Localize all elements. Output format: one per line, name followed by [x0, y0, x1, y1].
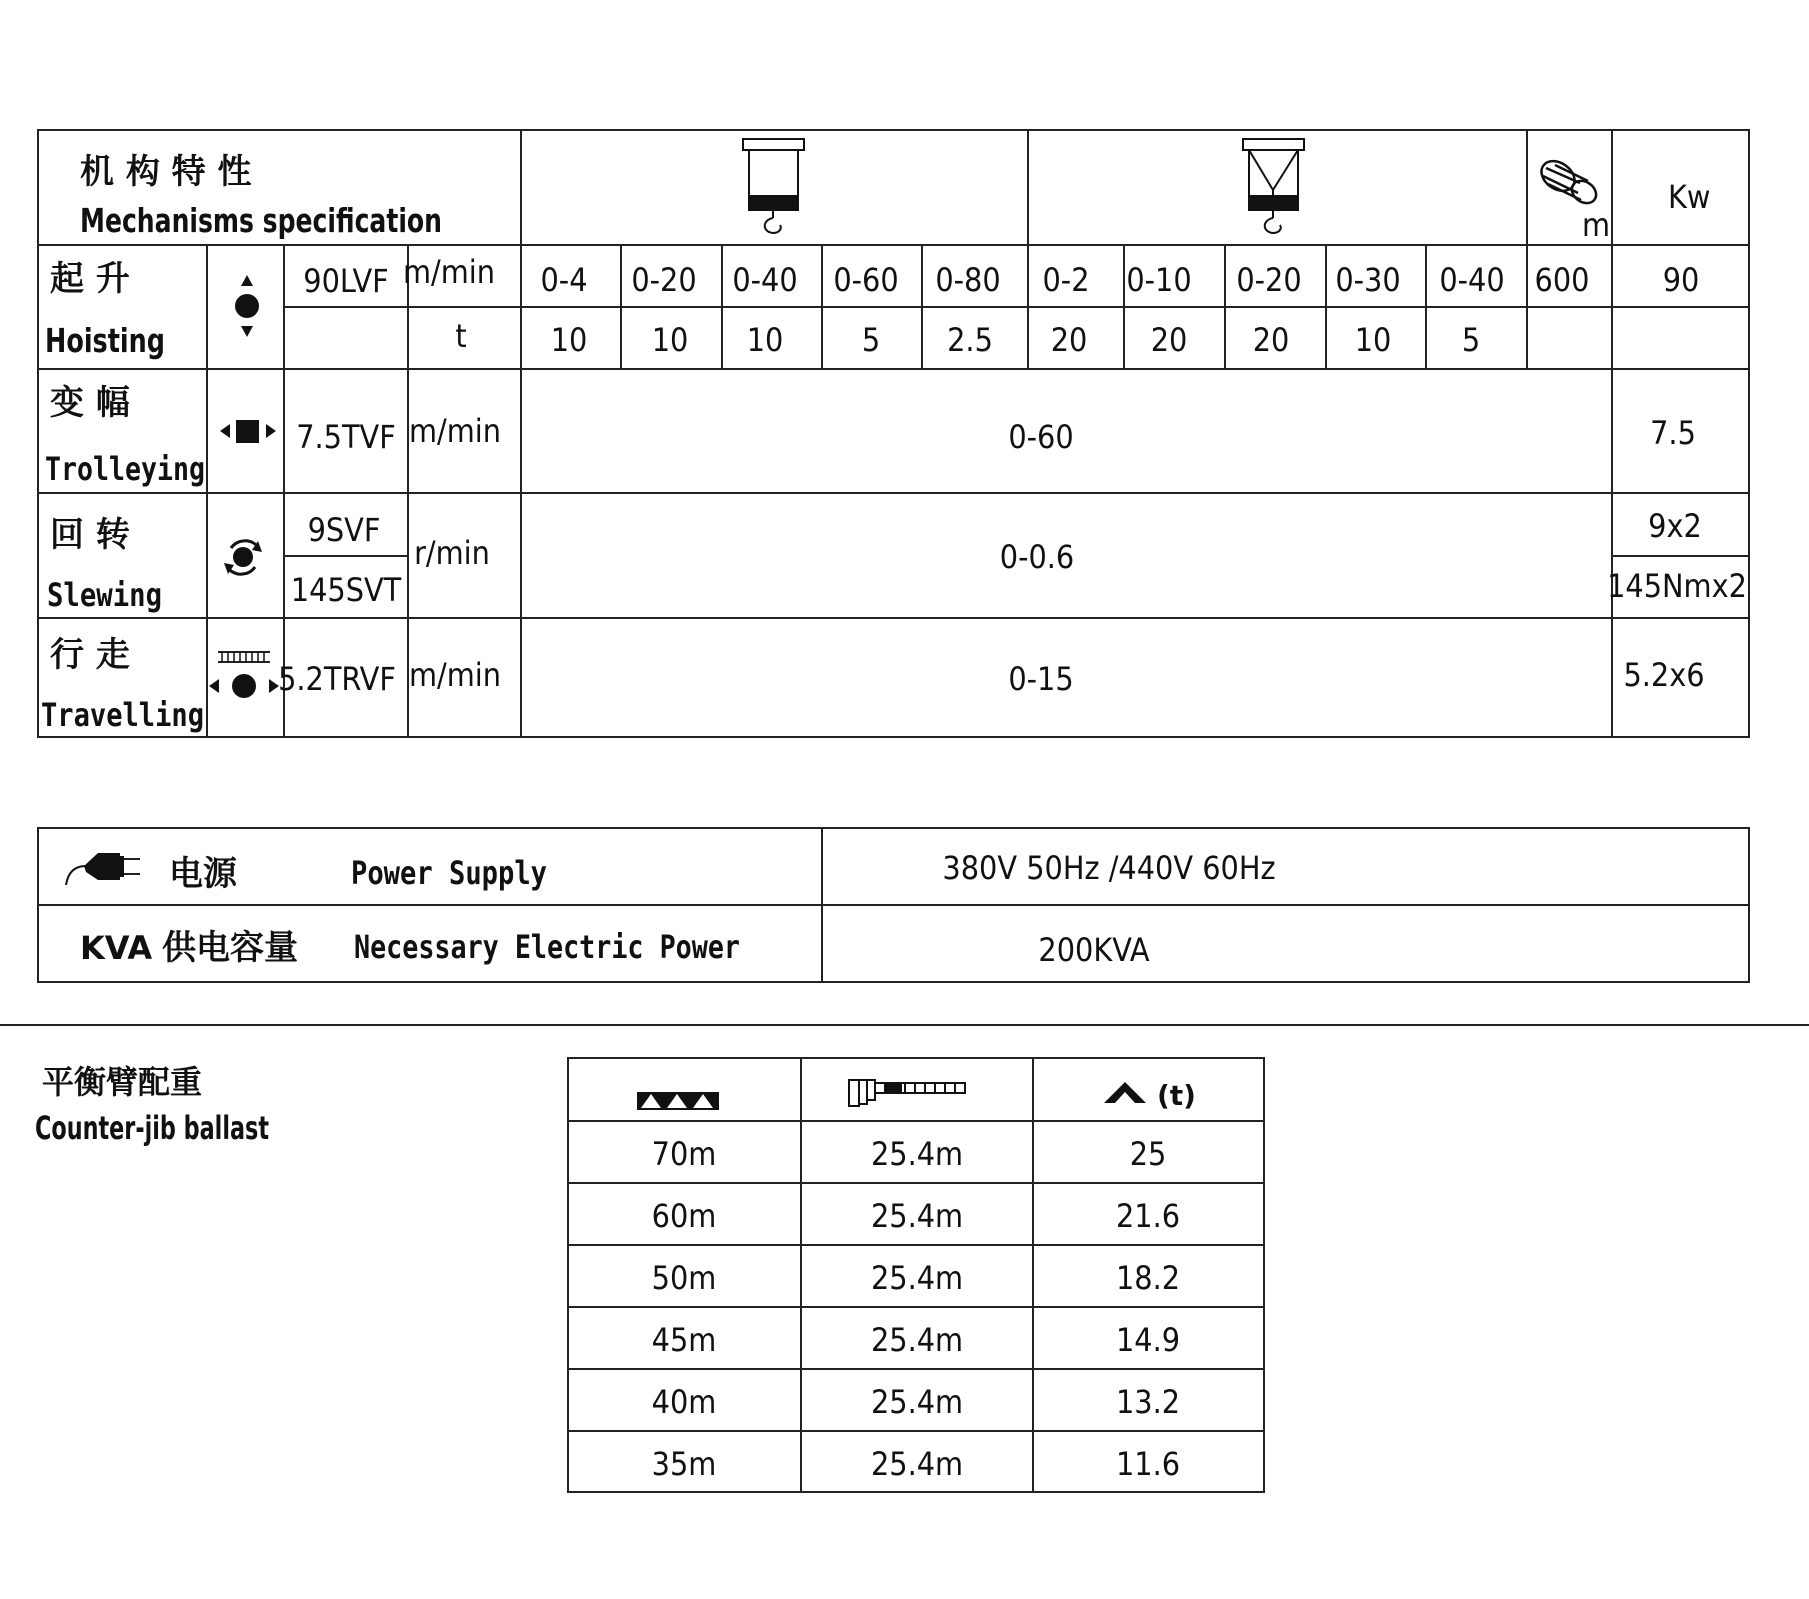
rope-length-unit: m — [1582, 206, 1611, 244]
ballast-counter-jib-length: 25.4m — [870, 1383, 964, 1421]
slewing-model-1: 9SVF — [307, 511, 381, 549]
ballast-counter-jib-length: 25.4m — [870, 1259, 964, 1297]
ballast-row — [652, 1197, 1180, 1235]
trolley-direction-icon — [220, 420, 276, 443]
hoisting-load: 10 — [1354, 321, 1392, 359]
travelling-row — [41, 635, 1705, 734]
hoisting-speed: 0-30 — [1335, 261, 1401, 299]
hoisting-speed-unit: m/min — [402, 253, 496, 291]
hoisting-speed: 0-4 — [540, 261, 588, 299]
hoisting-power: 90 — [1662, 261, 1700, 299]
trolleying-row — [45, 383, 1696, 488]
hoisting-speed: 0-80 — [935, 261, 1001, 299]
hoisting-load: 10 — [651, 321, 689, 359]
travelling-power: 5.2x6 — [1623, 656, 1705, 694]
ballast-section — [35, 1058, 1264, 1492]
ballast-counter-jib-length: 25.4m — [870, 1197, 964, 1235]
ballast-weight: 25 — [1129, 1135, 1167, 1173]
slewing-row — [47, 507, 1747, 614]
hoisting-rope-length: 600 — [1534, 261, 1590, 299]
ballast-weight-icon — [1104, 1082, 1146, 1103]
trolleying-power: 7.5 — [1650, 414, 1696, 452]
hoisting-speed: 0-10 — [1126, 261, 1192, 299]
travelling-name-cn: 行 走 — [50, 635, 130, 675]
hoisting-load: 5 — [1461, 321, 1481, 359]
slewing-name-en: Slewing — [47, 576, 162, 614]
ballast-jib-length: 40m — [651, 1383, 717, 1421]
trolleying-name-cn: 变 幅 — [50, 383, 130, 423]
mechanisms-title-cn: 机 构 特 性 — [80, 152, 252, 192]
travel-direction-icon — [209, 652, 279, 698]
rope-drum-icon — [1536, 155, 1601, 208]
four-fall-hook-icon — [1243, 139, 1304, 233]
ballast-row — [652, 1135, 1167, 1173]
trolleying-unit: m/min — [408, 412, 502, 450]
hoisting-load: 20 — [1252, 321, 1290, 359]
travelling-model: 5.2TRVF — [278, 660, 396, 698]
power-unit-kw: Kw — [1668, 178, 1711, 216]
ballast-weight: 11.6 — [1115, 1445, 1181, 1483]
hoisting-load: 2.5 — [947, 321, 993, 359]
trolleying-name-en: Trolleying — [45, 450, 205, 488]
kva-label: KVA — [80, 929, 153, 967]
hoisting-load: 10 — [746, 321, 784, 359]
slewing-power-1: 9x2 — [1648, 507, 1702, 545]
ballast-title-cn: 平衡臂配重 — [42, 1063, 203, 1101]
jib-truss-icon — [637, 1092, 719, 1110]
hoisting-name-cn: 起 升 — [50, 259, 130, 299]
travelling-name-en: Travelling — [41, 696, 204, 734]
capacity-value: 200KVA — [1038, 931, 1150, 969]
ballast-row — [652, 1259, 1180, 1297]
travelling-speed: 0-15 — [1008, 660, 1074, 698]
hoisting-model: 90LVF — [303, 262, 389, 300]
ballast-counter-jib-length: 25.4m — [870, 1445, 964, 1483]
power-supply-label-en: Power Supply — [351, 854, 547, 892]
ballast-jib-length: 35m — [651, 1445, 717, 1483]
power-supply-label-cn: 电源 — [169, 854, 237, 894]
hoisting-speed: 0-40 — [1439, 261, 1505, 299]
ballast-jib-length: 60m — [651, 1197, 717, 1235]
slewing-unit: r/min — [414, 534, 490, 572]
slewing-power-2: 145Nmx2 — [1607, 567, 1747, 605]
ballast-jib-length: 45m — [651, 1321, 717, 1359]
slewing-rotation-icon — [224, 541, 262, 574]
mechanisms-title-en: Mechanisms specification — [80, 201, 442, 240]
hoisting-load-unit: t — [455, 317, 467, 355]
ballast-row — [652, 1321, 1180, 1359]
ballast-row — [652, 1383, 1180, 1421]
trolleying-speed: 0-60 — [1008, 418, 1074, 456]
travelling-unit: m/min — [408, 656, 502, 694]
ballast-weight: 14.9 — [1115, 1321, 1181, 1359]
slewing-speed: 0-0.6 — [999, 538, 1075, 576]
ballast-title-en: Counter-jib ballast — [35, 1109, 269, 1147]
mechanisms-table — [38, 130, 1749, 737]
hoisting-speed: 0-2 — [1042, 261, 1090, 299]
hoisting-load: 5 — [861, 321, 881, 359]
weight-unit: (t) — [1157, 1079, 1196, 1112]
hoisting-speed: 0-60 — [833, 261, 899, 299]
power-supply-value: 380V 50Hz /440V 60Hz — [942, 849, 1276, 887]
slewing-model-2: 145SVT — [290, 571, 402, 609]
hoisting-load: 10 — [550, 321, 588, 359]
ballast-jib-length: 70m — [651, 1135, 717, 1173]
ballast-counter-jib-length: 25.4m — [870, 1135, 964, 1173]
capacity-label-en: Necessary Electric Power — [354, 928, 740, 966]
ballast-jib-length: 50m — [651, 1259, 717, 1297]
counter-jib-icon — [849, 1080, 965, 1106]
hoisting-name-en: Hoisting — [45, 321, 165, 360]
two-fall-hook-icon — [743, 139, 804, 233]
hoisting-speed: 0-20 — [631, 261, 697, 299]
hoisting-load: 20 — [1150, 321, 1188, 359]
ballast-row — [652, 1445, 1180, 1483]
hoisting-direction-icon — [235, 275, 259, 337]
ballast-weight: 13.2 — [1115, 1383, 1181, 1421]
hoisting-speed: 0-20 — [1236, 261, 1302, 299]
trolleying-model: 7.5TVF — [296, 418, 396, 456]
power-supply-table — [38, 828, 1749, 982]
ballast-counter-jib-length: 25.4m — [870, 1321, 964, 1359]
power-plug-icon — [66, 853, 140, 885]
slewing-name-cn: 回 转 — [50, 515, 130, 555]
hoisting-load: 20 — [1050, 321, 1088, 359]
hoisting-speed: 0-40 — [732, 261, 798, 299]
ballast-weight: 18.2 — [1115, 1259, 1181, 1297]
capacity-label-cn: 供电容量 — [162, 928, 298, 968]
ballast-weight: 21.6 — [1115, 1197, 1181, 1235]
